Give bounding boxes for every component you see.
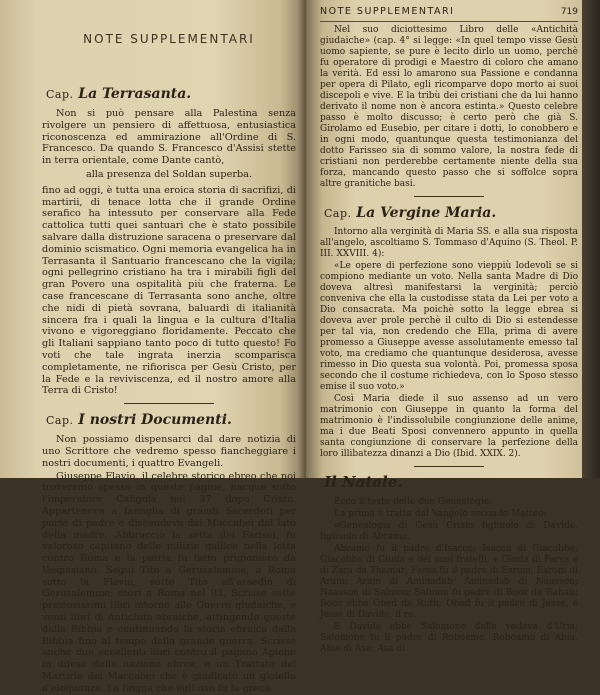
verse-quote: alla presenza del Soldan superba. bbox=[85, 168, 253, 180]
paragraph: Nel suo diciottesimo Libro delle «Antichità giudaiche» (cap. 4° si legge: «In quel tempo visse Gesù uomo sapiente, se pure è lecito dirlo un uomo, perchè fu operatore di prodigi e Maestro di coloro che amano la verità. Ed essi lo amarono sua Passione e condanna per opera di Pilato, egli ricomparve dopo morto ai suoi discepoli e vive. E la tribù dei cristiani che da lui hanno derivato il nome non è ancora estinta.» Questo celebre passo è molto discusso; è certo però che già S. Girolamo ed Eusebio, per citare i dotti, lo conobbero e in ogni modo, quantunque questa testimonianza del dotto Farisseo sia di sommo valore, la nostra fede di cristiani non perderebbe certamente niente della sua forza, mancando questo passo che si soffolce sopra altre granitiche basi. bbox=[320, 25, 578, 189]
section-title: I nostri Documenti. bbox=[78, 412, 232, 429]
paragraph: «Le opere di perfezione sono vieppiù lodevoli se si compiono mediante un voto. Nella santa Madre di Dio doveva altresì manifestarsi la verginità; perciò conveniva che ella la custodisse stata da Lei per voto a Dio consacrata. Ma poichè sotto la legge ebrea si doveva aver prole perchè il culto di Dio si estendesse per tal via, non credendo che Ella, prima di avere promesso a Giuseppe avesse assolutamente emesso tal voto, ma crediamo che quantunque desiderosa, avesse rimesso in Dio questa sua volontà. Poi, promessa sposa secondo che il costume richiedeva, con lo Sposo stesso emise il suo voto.» bbox=[320, 261, 578, 392]
section-separator bbox=[414, 466, 484, 467]
chapter-label: Cap. bbox=[324, 207, 352, 220]
paragraph: E Davide ebbe Salomone dalla vedova d'Uria; Salomone fu il padre di Roboamo, Roboamo di Abia, Abia di Asa; Asa di bbox=[320, 622, 578, 654]
paragraph: «Genealogia di Gesù Cristo figliuolo di Davide, figliuolo di Abramo. bbox=[320, 521, 578, 542]
paragraph: La prima è tratta dal Vangelo secondo Matteo: bbox=[334, 509, 547, 519]
left-running-head: NOTE SUPPLEMENTARI bbox=[83, 32, 255, 46]
paragraph: fino ad oggi, è tutta una eroica storia di sacrifizi, di martirii, di tenace lotta che il grande Ordine serafico ha intessuto per conservare alla Fede cattolica tutti quei santuari che è stato possibile salvare dalla distruzione saracena o preservare dal dominio scismatico. Ogni memoria evangelica ha in Terrasanta il Santuario francescano che la vigila; ogni pellegrino cristiano ha tra i mirabili figli del gran Povero una ospitalità più che fraterna. Le case francescane di Terrasanta sono anche, oltre che nidi di pietà sovrana, baluardi di italianità sincera fra i quali la lingua e la cultura d'Italia vivono e vigoreggiano floridamente. Peccato che gli Italiani sappiano tanto poco di tutto questo! Fo voti che tale ingrata inerzia scomparisca completamente, ne rifiorisca per Gesù Cristo, per la Fede e la reviviscenza, ed il nostro amore alla Terra di Cristo! bbox=[42, 184, 296, 397]
section-title: La Vergine Maria. bbox=[356, 205, 497, 221]
paragraph: Intorno alla verginità di Maria SS. e alla sua risposta all'angelo, ascoltiamo S. Tommaso d'Aquino (S. Theol. P. III. XXVIII. 4): bbox=[320, 227, 578, 259]
paragraph: Così Maria diede il suo assenso ad un vero matrimonio con Giuseppe in quanto la forma del matrimonio è l'indissolubile congiunzione delle anime, ma i due Beati Sposi convennero appunto in quella santa congiunzione di conservare la perfezione della loro illibatezza dinanzi a Dio (Ibid. XXIX. 2). bbox=[320, 394, 578, 459]
section-heading-terrasanta bbox=[46, 84, 296, 102]
chapter-label: Cap. bbox=[46, 414, 74, 428]
section-separator bbox=[124, 403, 214, 404]
section-heading-natale: Il Natale. bbox=[324, 473, 403, 491]
paragraph: Non si può pensare alla Palestina senza rivolgere un pensiero di affettuosa, entusiastica riconoscenza ed ammirazione all'Ordine di S. Francesco. Da quando S. Francesco d'Assisi stette in terra orientale, come Dante cantò, bbox=[42, 108, 296, 167]
section-separator bbox=[414, 196, 484, 197]
section-heading-documenti bbox=[46, 410, 296, 428]
right-running-head bbox=[320, 6, 578, 17]
page-number: 719 bbox=[560, 7, 578, 17]
paragraph: Non possiamo dispensarci dal dare notizia di uno Scrittore che vedremo spesso fiancheggiare i nostri documenti, i quattro Evangeli. bbox=[42, 434, 296, 469]
running-head-title: NOTE SUPPLEMENTARI bbox=[320, 6, 455, 17]
paragraph: Giuseppe Flavio, il celebre storico ebreo che noi troveremo spesso in queste pagine, nacque sotto l'imperatore Caligola nel 37 dopo Cristo. Apparteneva a famiglia di grandi Sacerdoti per parte di padre e discendeva dai Maccabei dal lato della madre. Abbracciò la setta dei Farisei, fu valoroso capitano delle milizie galilee nella lotta contro Roma e la patria fu fatto prigioniero da Vespasiano. Seguì Tito a Gerusalemme, a Roma sotto la Flavia, sotto Tito all'assedio di Gerusalemme; morì a Roma nel 93. Scrisse sette preziosissimi libri intorno alle Guerre giudaiche, e venti libri di Antichità ebraiche, attingendo queste dalla Bibbia e continuando la storia ebraica dalla Bibbia fino al tempo della grande guerra. Scrisse anche due eccellenti libri contro il pagano Apione in difesa della nazione ebrea, e un Trattato del Martirio dei Maccabei che è giudicato un gioiello d'eloquenza. La lingua che egli usò fu la greca. bbox=[42, 470, 296, 694]
section-title: La Terrasanta. bbox=[78, 86, 192, 102]
paragraph: Ecco il testo delle due Genealogie. bbox=[334, 497, 492, 507]
section-heading-vergine bbox=[324, 203, 578, 221]
chapter-label: Cap. bbox=[46, 88, 74, 101]
right-page bbox=[306, 0, 582, 654]
paragraph: Abramo fu il padre d'Isacco; Isacco di Giacobbe; Giacobbe di Giuda e dei suoi fratelli; e Giuda di Fares e di Zara da Thamar; Fares fu il padre di Esrom; Esrom di Aram; Aram di Aminadab; Aminadab di Naasson; Naasson di Salmon; Salmon fu padre di Booz da Rahab; Booz ebbe Obed da Ruth; Obed fu il padre di Jesse, e Jesse di Davide, il re. bbox=[320, 544, 578, 620]
header-rule bbox=[320, 21, 578, 22]
book-cover-edge bbox=[582, 0, 600, 478]
